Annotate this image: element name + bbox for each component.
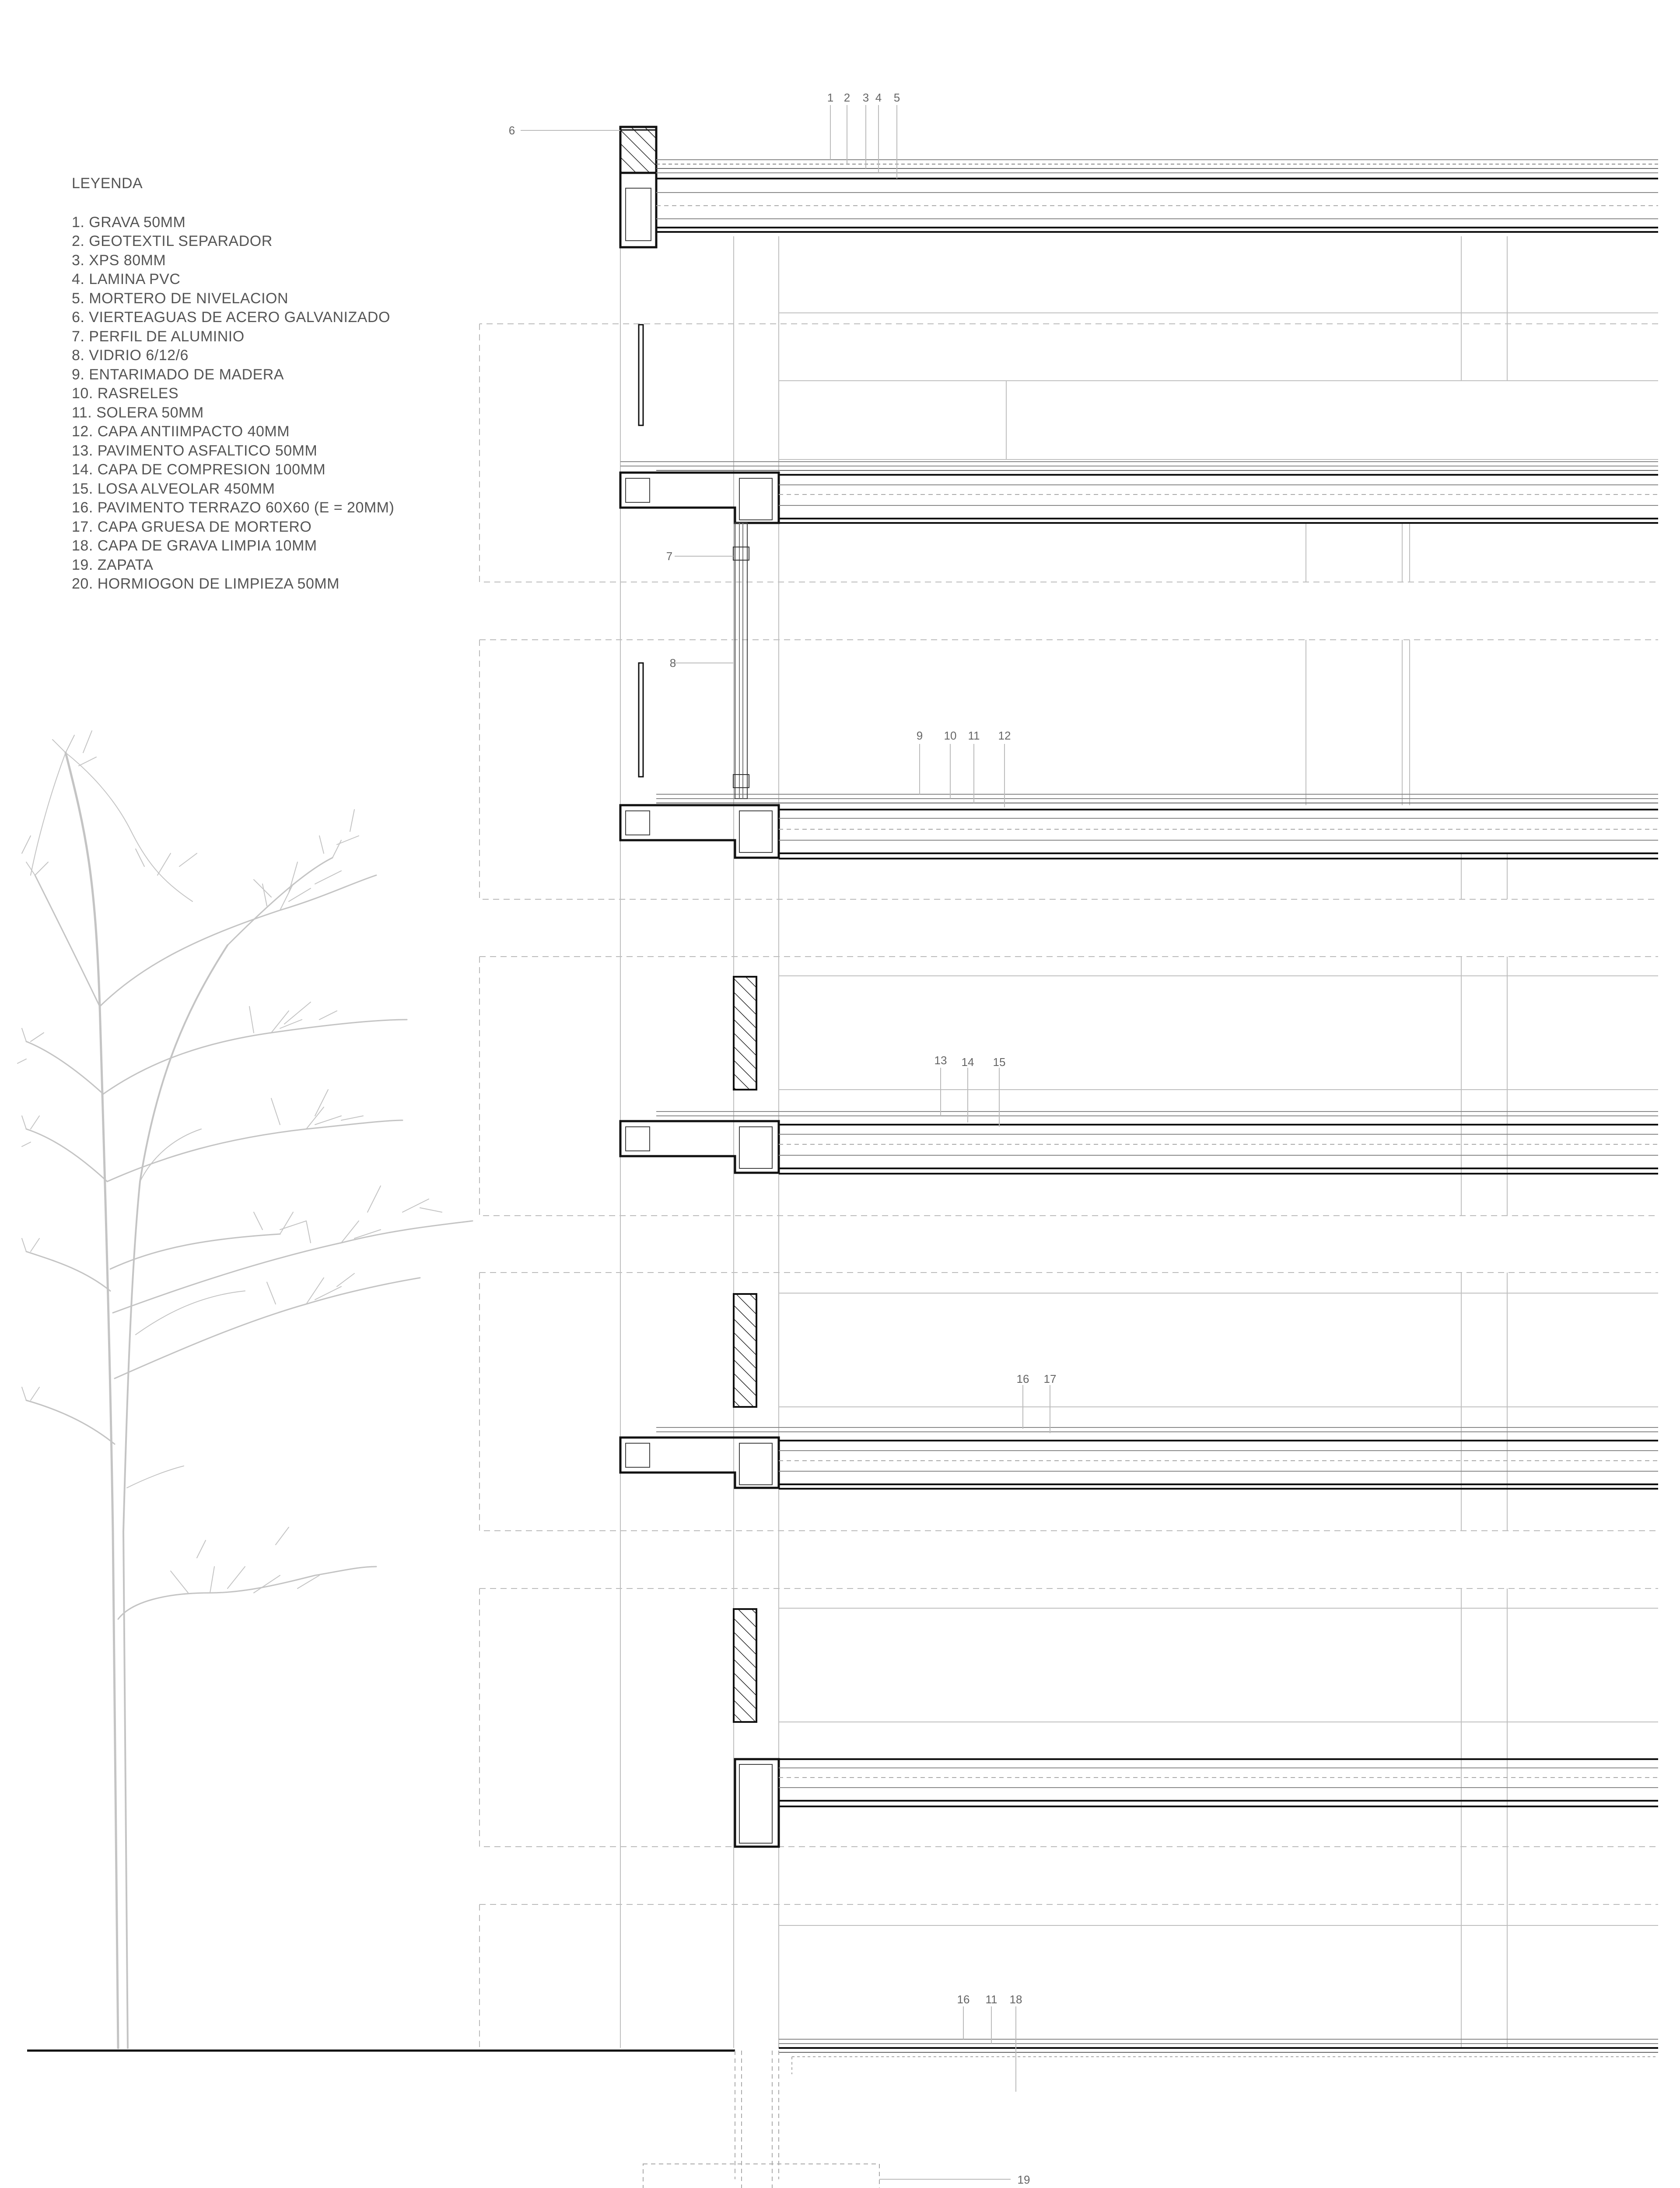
callout-1: 1 [827,91,834,104]
legend-item-19: 19. ZAPATA [72,556,154,573]
callout-6: 6 [508,124,515,137]
dashed-floor-outlines [480,324,1658,2048]
legend-item-4: 4. LAMINA PVC [72,271,181,288]
hatched-panels [734,977,756,1722]
legend-item-5: 5. MORTERO DE NIVELACION [72,290,289,307]
callout-9: 9 [916,729,923,742]
floor-slab-5 [620,1427,1658,1489]
callout-3: 3 [862,91,869,104]
floor-slab-6 [735,1759,1658,1847]
roof-slab [620,127,1658,247]
callout-5: 5 [893,91,900,104]
legend-item-2: 2. GEOTEXTIL SEPARADOR [72,233,273,249]
callout-19: 19 [1017,2173,1030,2186]
legend-item-16: 16. PAVIMENTO TERRAZO 60X60 (E = 20MM) [72,499,395,516]
callout-leaders [521,105,1050,2188]
callout-17: 17 [1043,1372,1057,1385]
legend-item-10: 10. RASRELES [72,385,179,402]
callout-2: 2 [844,91,850,104]
callout-8: 8 [669,656,676,670]
legend-item-14: 14. CAPA DE COMPRESION 100MM [72,461,326,478]
callout-16-ground: 16 [957,1993,970,2006]
floor-slab-2 [620,462,1658,523]
callout-18: 18 [1009,1993,1022,2006]
tree [18,731,472,2048]
legend-item-15: 15. LOSA ALVEOLAR 450MM [72,480,275,497]
grid-lines [620,236,1658,2048]
callout-12: 12 [998,729,1011,742]
callout-11-ground: 11 [985,1993,998,2006]
callout-10: 10 [944,729,957,742]
callout-15: 15 [993,1055,1006,1069]
legend-item-18: 18. CAPA DE GRAVA LIMPIA 10MM [72,537,317,554]
legend-title: LEYENDA [72,175,143,192]
legend-item-1: 1. GRAVA 50MM [72,214,186,231]
legend-item-7: 7. PERFIL DE ALUMINIO [72,328,245,345]
callout-16: 16 [1016,1372,1029,1385]
legend-item-20: 20. HORMIOGON DE LIMPIEZA 50MM [72,575,340,592]
legend-item-13: 13. PAVIMENTO ASFALTICO 50MM [72,442,318,459]
callout-14: 14 [961,1055,974,1069]
floor-slab-3 [620,794,1658,859]
callout-11: 11 [968,729,980,742]
legend-item-3: 3. XPS 80MM [72,252,166,269]
legend-item-6: 6. VIERTEAGUAS DE ACERO GALVANIZADO [72,309,390,326]
callout-13: 13 [934,1054,947,1067]
callout-4: 4 [875,91,882,104]
window-panels [639,325,749,799]
legend-item-9: 9. ENTARIMADO DE MADERA [72,366,284,383]
callout-7: 7 [666,550,673,563]
floor-slab-4 [620,1112,1658,1174]
ground-and-foundation [27,2039,1658,2188]
legend-item-8: 8. VIDRIO 6/12/6 [72,347,189,364]
legend-item-12: 12. CAPA ANTIIMPACTO 40MM [72,423,290,440]
legend-item-17: 17. CAPA GRUESA DE MORTERO [72,518,312,535]
callout-labels [509,91,1057,2188]
legend-item-11: 11. SOLERA 50MM [72,404,204,421]
